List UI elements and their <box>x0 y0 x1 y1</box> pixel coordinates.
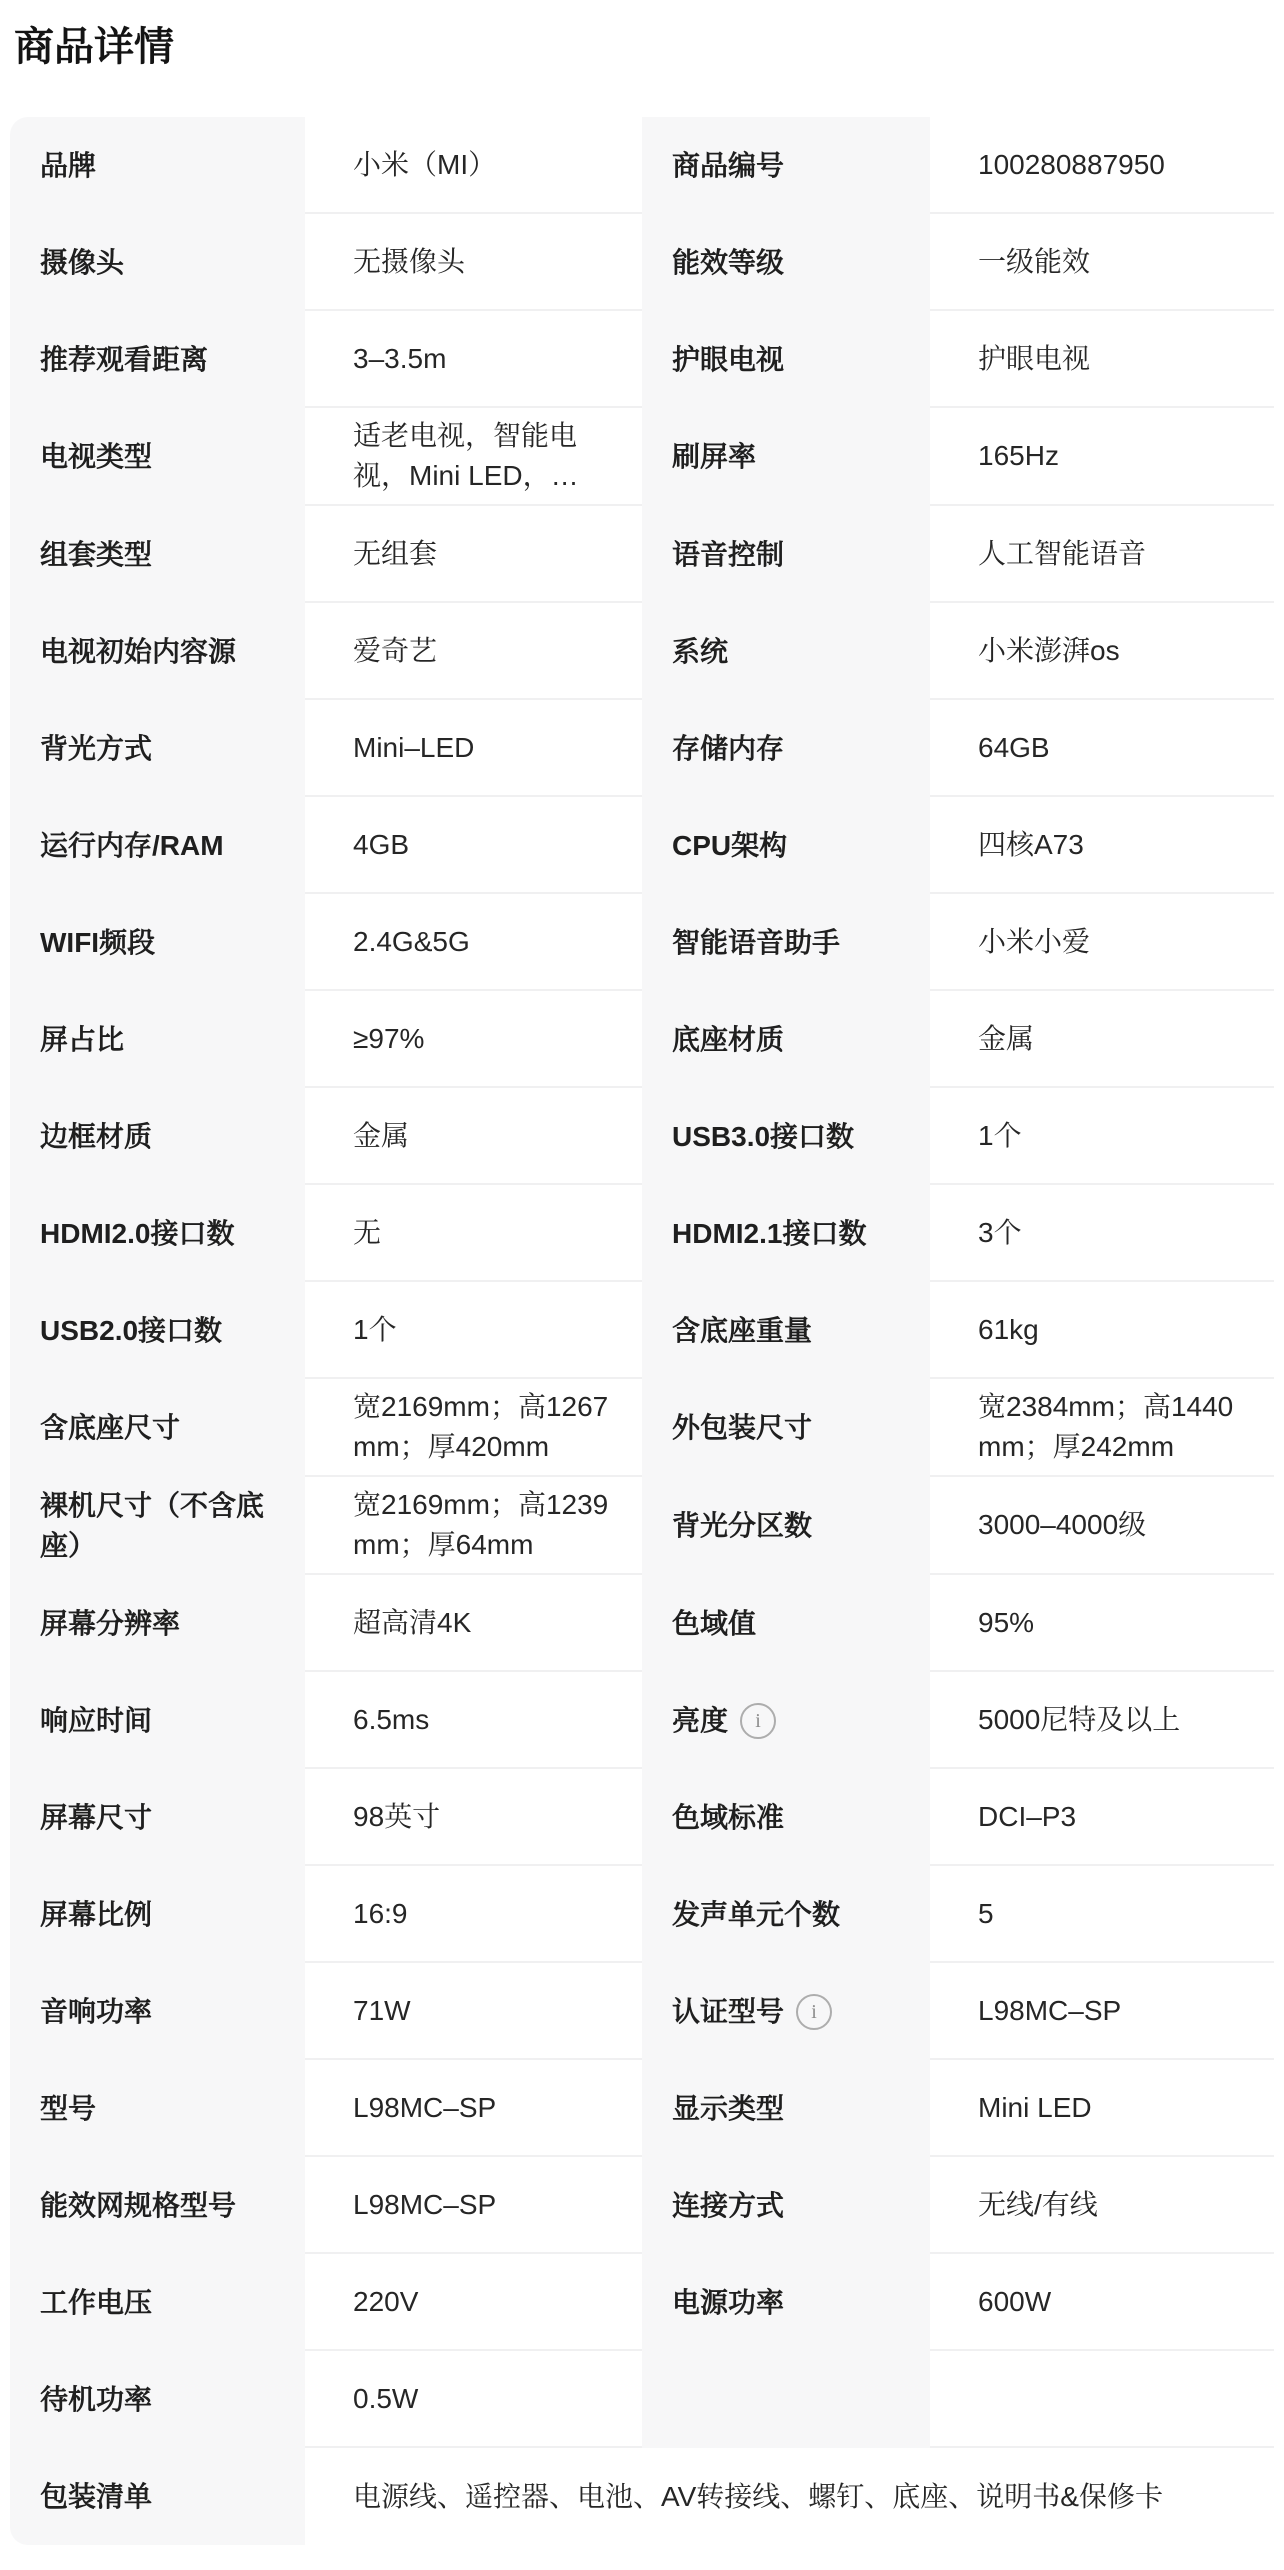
spec-label <box>642 1866 930 1963</box>
spec-value: 宽2384mm；高1440mm；厚242mm <box>930 1379 1274 1477</box>
spec-label <box>10 1672 305 1769</box>
spec-value: 5 <box>930 1866 1274 1963</box>
spec-label-text: USB3.0接口数 <box>672 1120 855 1152</box>
spec-value: ≥97% <box>305 991 642 1088</box>
spec-label <box>642 2254 930 2351</box>
spec-label-text: 含底座重量 <box>672 1314 813 1346</box>
spec-value <box>930 2351 1274 2448</box>
spec-label-text: 电源功率 <box>672 2286 785 2318</box>
spec-value: 超高清4K <box>305 1575 642 1672</box>
spec-value: 3个 <box>930 1185 1274 1282</box>
spec-label-text: 音响功率 <box>40 1995 153 2027</box>
spec-label <box>10 1769 305 1866</box>
spec-label <box>10 700 305 797</box>
spec-label-text: 亮度 <box>672 1704 729 1736</box>
spec-value: 小米澎湃os <box>930 603 1274 700</box>
spec-label-text: 运行内存/RAM <box>40 829 224 861</box>
spec-label <box>642 991 930 1088</box>
spec-label <box>642 797 930 894</box>
spec-label-text: 色域标准 <box>672 1801 785 1833</box>
spec-value: 宽2169mm；高1239mm；厚64mm <box>305 1477 642 1575</box>
spec-label <box>642 311 930 408</box>
spec-label-text: 裸机尺寸（不含底座） <box>40 1490 265 1561</box>
spec-label-text: 屏幕分辨率 <box>40 1607 181 1639</box>
spec-label <box>642 1282 930 1379</box>
spec-label-text: 型号 <box>40 2092 97 2124</box>
spec-label-text: 认证型号 <box>672 1995 785 2027</box>
spec-value: 金属 <box>305 1088 642 1185</box>
info-icon[interactable]: i <box>796 1994 832 2030</box>
spec-label-text: 底座材质 <box>672 1023 785 1055</box>
spec-label-text: HDMI2.1接口数 <box>672 1217 867 1249</box>
spec-label-text: CPU架构 <box>672 829 788 861</box>
spec-value: 人工智能语音 <box>930 506 1274 603</box>
spec-label-text: 发声单元个数 <box>672 1898 841 1930</box>
spec-value: 2.4G&5G <box>305 894 642 991</box>
spec-label-text: 屏幕尺寸 <box>40 1801 153 1833</box>
spec-value: 爱奇艺 <box>305 603 642 700</box>
spec-value: Mini–LED <box>305 700 642 797</box>
spec-label-text: 护眼电视 <box>672 343 785 375</box>
spec-label <box>10 2060 305 2157</box>
spec-value: 无 <box>305 1185 642 1282</box>
spec-label <box>10 1575 305 1672</box>
spec-label <box>10 1282 305 1379</box>
spec-label-text: USB2.0接口数 <box>40 1314 223 1346</box>
spec-value: 适老电视，智能电视，Mini LED，… <box>305 408 642 506</box>
spec-label <box>642 214 930 311</box>
spec-label <box>642 2060 930 2157</box>
spec-label <box>10 797 305 894</box>
spec-label <box>10 311 305 408</box>
spec-label <box>10 1379 305 1477</box>
spec-value: 4GB <box>305 797 642 894</box>
spec-value: 61kg <box>930 1282 1274 1379</box>
spec-value: 16:9 <box>305 1866 642 1963</box>
spec-value: 1个 <box>305 1282 642 1379</box>
spec-value: 无摄像头 <box>305 214 642 311</box>
spec-label <box>642 117 930 214</box>
spec-value: 220V <box>305 2254 642 2351</box>
spec-value: 600W <box>930 2254 1274 2351</box>
spec-label <box>642 1575 930 1672</box>
spec-value: 小米小爱 <box>930 894 1274 991</box>
spec-label <box>642 700 930 797</box>
spec-label <box>10 2157 305 2254</box>
spec-value: 3000–4000级 <box>930 1477 1274 1575</box>
spec-value: 宽2169mm；高1267mm；厚420mm <box>305 1379 642 1477</box>
spec-label <box>10 894 305 991</box>
spec-label-text: 刷屏率 <box>672 441 757 472</box>
spec-label <box>10 1477 305 1575</box>
spec-value: 无线/有线 <box>930 2157 1274 2254</box>
spec-label <box>642 603 930 700</box>
spec-label <box>642 1379 930 1477</box>
spec-label <box>10 214 305 311</box>
spec-label-text: 推荐观看距离 <box>40 343 209 375</box>
spec-value: 6.5ms <box>305 1672 642 1769</box>
spec-label-text: 边框材质 <box>40 1120 153 1152</box>
spec-value: 165Hz <box>930 408 1274 506</box>
info-icon[interactable]: i <box>740 1703 776 1739</box>
spec-label-text: 商品编号 <box>672 149 785 181</box>
spec-label <box>642 894 930 991</box>
spec-label-text: 背光方式 <box>40 732 153 764</box>
spec-value: 64GB <box>930 700 1274 797</box>
spec-label <box>642 2351 930 2448</box>
spec-label-text: 能效等级 <box>672 246 785 278</box>
spec-label-text: 背光分区数 <box>672 1510 813 1541</box>
spec-label-text: WIFI频段 <box>40 926 156 958</box>
spec-label <box>10 1088 305 1185</box>
spec-label-text: 屏幕比例 <box>40 1898 153 1930</box>
spec-value: 1个 <box>930 1088 1274 1185</box>
spec-value: 一级能效 <box>930 214 1274 311</box>
spec-label <box>10 506 305 603</box>
spec-label-text: 包装清单 <box>40 2480 153 2512</box>
spec-value: L98MC–SP <box>305 2060 642 2157</box>
spec-label <box>10 117 305 214</box>
spec-value: 3–3.5m <box>305 311 642 408</box>
spec-label-text: 组套类型 <box>40 538 153 570</box>
spec-value: DCI–P3 <box>930 1769 1274 1866</box>
page-title: 商品详情 <box>14 25 174 69</box>
spec-label-text: 品牌 <box>40 149 97 181</box>
spec-label <box>642 1672 930 1769</box>
spec-label <box>642 506 930 603</box>
spec-label-text: 系统 <box>672 635 729 667</box>
spec-label-text: 语音控制 <box>672 538 785 570</box>
spec-label-text: 显示类型 <box>672 2092 785 2124</box>
spec-label <box>10 603 305 700</box>
spec-value: 100280887950 <box>930 117 1274 214</box>
spec-value: 71W <box>305 1963 642 2060</box>
spec-value: Mini LED <box>930 2060 1274 2157</box>
spec-value: 95% <box>930 1575 1274 1672</box>
spec-label-packing-list <box>10 2448 305 2545</box>
spec-value: 98英寸 <box>305 1769 642 1866</box>
spec-label-text: 含底座尺寸 <box>40 1412 181 1443</box>
spec-value: L98MC–SP <box>930 1963 1274 2060</box>
spec-label-text: 智能语音助手 <box>672 926 841 958</box>
product-spec-table <box>10 117 1274 2545</box>
spec-label <box>10 1866 305 1963</box>
spec-value: 无组套 <box>305 506 642 603</box>
spec-value: 金属 <box>930 991 1274 1088</box>
spec-label-text: 色域值 <box>672 1607 757 1639</box>
spec-label-text: 待机功率 <box>40 2383 153 2415</box>
spec-value: 护眼电视 <box>930 311 1274 408</box>
spec-label-text: 工作电压 <box>40 2286 153 2318</box>
spec-label <box>642 408 930 506</box>
spec-value: 小米（MI） <box>305 117 642 214</box>
spec-label-text: 外包装尺寸 <box>672 1412 813 1443</box>
spec-label-text: 摄像头 <box>40 246 125 278</box>
spec-value: 四核A73 <box>930 797 1274 894</box>
spec-label-text: 能效网规格型号 <box>40 2189 237 2221</box>
spec-label <box>10 408 305 506</box>
spec-label <box>642 1185 930 1282</box>
spec-value-packing-list: 电源线、遥控器、电池、AV转接线、螺钉、底座、说明书&保修卡 <box>305 2448 1274 2545</box>
spec-label <box>642 1477 930 1575</box>
spec-label <box>642 2157 930 2254</box>
spec-label-text: 电视类型 <box>40 441 153 472</box>
spec-label <box>642 1088 930 1185</box>
spec-label <box>10 2351 305 2448</box>
spec-label-text: 屏占比 <box>40 1023 125 1055</box>
spec-label <box>642 1963 930 2060</box>
spec-label-text: 连接方式 <box>672 2189 785 2221</box>
spec-label-text: 存储内存 <box>672 732 785 764</box>
spec-label <box>642 1769 930 1866</box>
spec-label <box>10 2254 305 2351</box>
spec-label-text: HDMI2.0接口数 <box>40 1217 235 1249</box>
spec-label <box>10 991 305 1088</box>
spec-label-text: 电视初始内容源 <box>40 635 237 667</box>
spec-label-text: 响应时间 <box>40 1704 153 1736</box>
spec-value: 0.5W <box>305 2351 642 2448</box>
spec-label <box>10 1185 305 1282</box>
spec-value: L98MC–SP <box>305 2157 642 2254</box>
spec-value: 5000尼特及以上 <box>930 1672 1274 1769</box>
spec-label <box>10 1963 305 2060</box>
